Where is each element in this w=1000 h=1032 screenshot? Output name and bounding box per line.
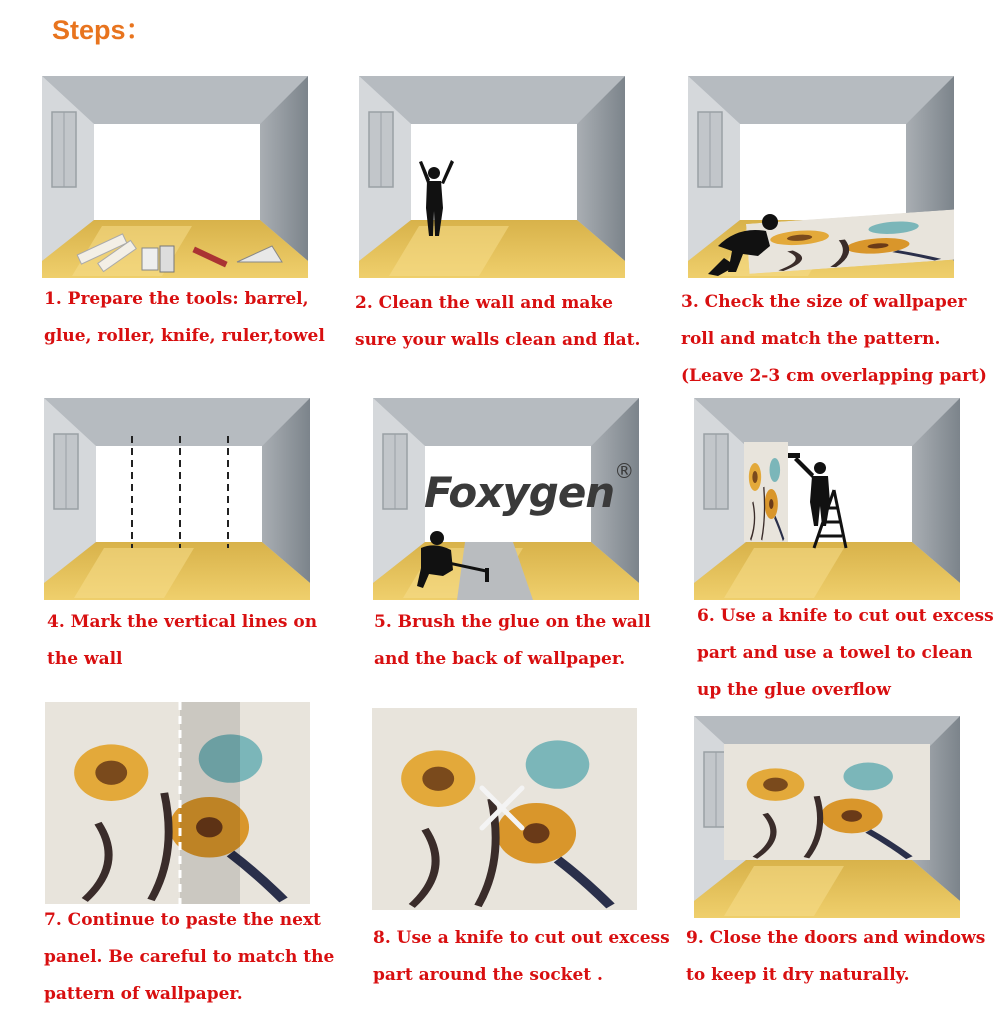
step-6-image: [694, 398, 960, 600]
step-8-image: [372, 708, 637, 910]
step-7-caption: 7. Continue to paste the next panel. Be careful to match the pattern of wallpaper.: [44, 910, 335, 1004]
step-7-image: [45, 702, 310, 904]
step-3-caption: 3. Check the size of wallpaper roll and match the pattern. (Leave 2-3 cm overlapping part): [681, 292, 987, 386]
step-9-caption: 9. Close the doors and windows to keep it dry naturally.: [686, 928, 986, 985]
step-9-image: [694, 716, 960, 918]
step-2-image: [359, 76, 625, 278]
step-4-image: [44, 398, 310, 600]
step-3-image: [688, 76, 954, 278]
brand-watermark: Foxygen®: [424, 459, 634, 517]
page-title: Steps：: [52, 15, 153, 45]
step-6-caption: 6. Use a knife to cut out excess part and use a towel to clean up the glue overflow: [697, 606, 994, 700]
step-4-caption: 4. Mark the vertical lines on the wall: [47, 612, 318, 669]
step-1-caption: 1. Prepare the tools: barrel, glue, roller, knife, ruler,towel: [44, 289, 325, 346]
step-2-caption: 2. Clean the wall and make sure your walls clean and flat.: [355, 293, 641, 350]
step-5-caption: 5. Brush the glue on the wall and the back of wallpaper.: [374, 612, 651, 669]
step-1-image: [42, 76, 308, 278]
step-8-caption: 8. Use a knife to cut out excess part around the socket .: [373, 928, 670, 985]
